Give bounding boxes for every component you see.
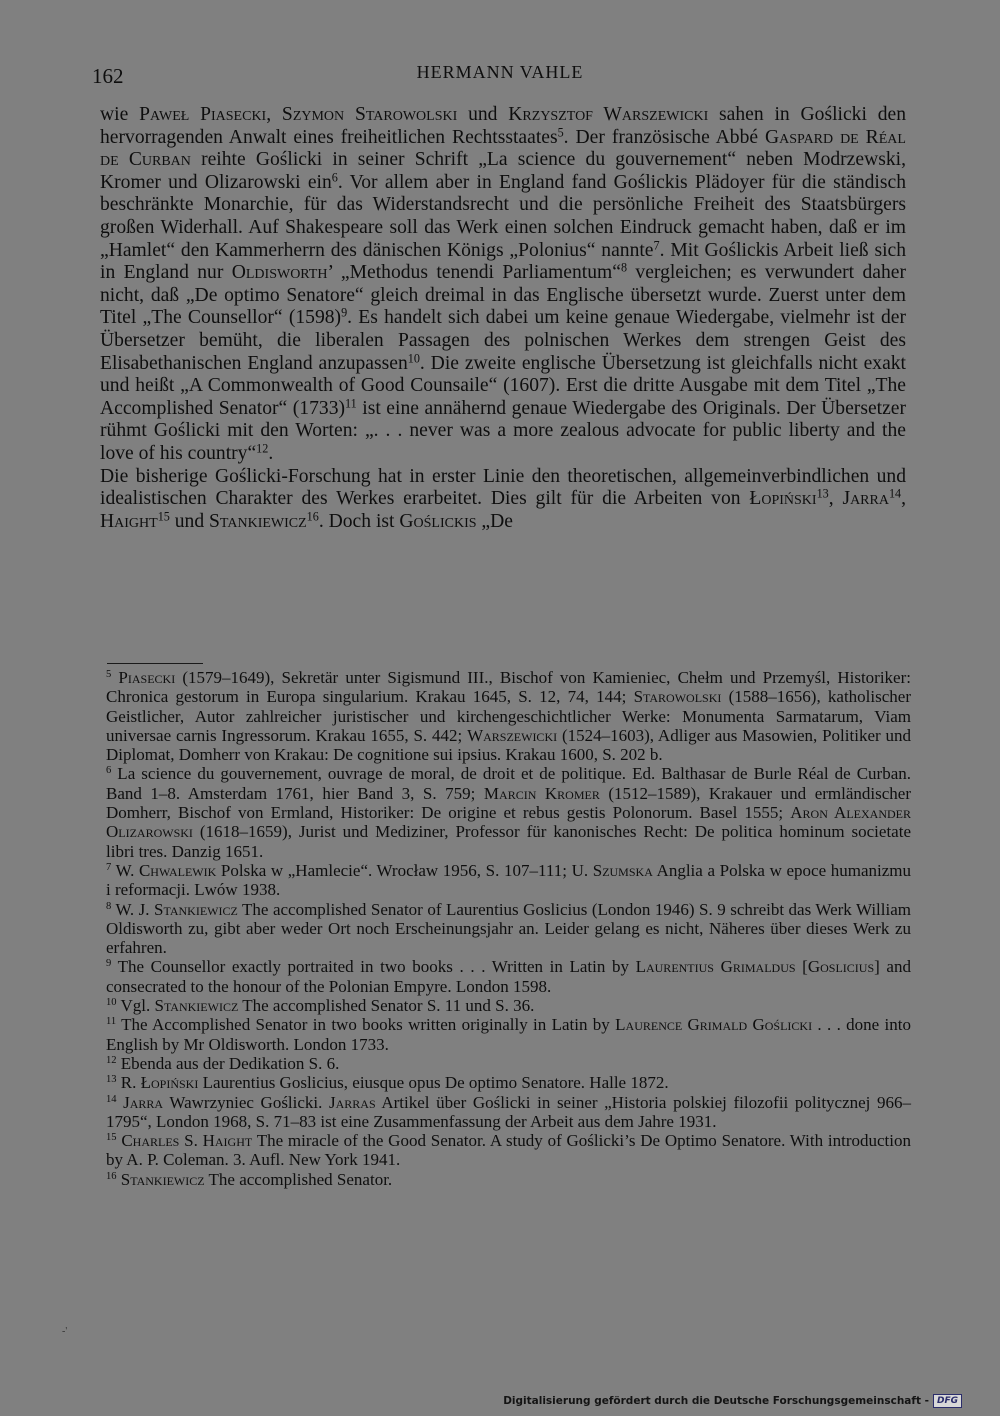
small-caps-name: Krzysztof Warszewicki [508, 104, 709, 125]
footnote-ref: 5 [557, 124, 564, 139]
small-caps-name: Stankiewicz [209, 510, 307, 532]
footnote-ref: 12 [106, 1055, 117, 1067]
footnote-ref: 8 [106, 900, 112, 912]
footnote-ref: 6 [106, 765, 112, 777]
footnote: $^8$ W. J. Stankiewicz The accomplished Senator of Laurentius Goslicius (London 1946) S. 9 schreibt das Werk William Oldisworth zu, gibt aber weder Ort noch Erscheinungsjahr an. Leider gelang es nicht, Näheres über dieses Werk zu erfahren. [106, 899, 911, 958]
footnote: $^{12}$ Ebenda aus der Dedikation S. 6. [106, 1053, 340, 1073]
footnote-ref: 14 [888, 486, 902, 501]
footnote-ref: 16 [306, 509, 319, 524]
paragraph-1: wie Paweł Piasecki, Szymon Starowolski und Krzysztof Warszewicki sahen in Goślicki den hervorragenden Anwalt eines freiheitlichen Rechtsstaates$^5$. Der französische Abbé Gaspard de Réal de Curban reihte Goślicki in seiner Schrift „La science du gouvernement“ neben Modrzewski, Kromer und Olizarowski ein$^6$. Vor allem aber in England fand Goślickis Plädoyer für die ständisch beschränkte Monarchie, für das Widerstandsrecht und die persönliche Freiheit des Staatsbürgers großen Widerhall. Auf Shakespeare soll das Werk einen solchen Eindruck gemacht haben, daß er im „Hamlet“ den Kammerherrn des dänischen Königs „Polonius“ nannte$^7$. Mit Goślickis Arbeit ließ sich in England nur Oldisworth’ „Methodus tenendi Parliamentum“$^8$ vergleichen; es verwundert daher nicht, daß „De optimo Senatore“ gleich dreimal in das Englische übersetzt wurde. Zuerst unter dem Titel „The Counsellor“ $(1598)^9$. Es handelt sich dabei um keine genaue Wiedergabe, vielmehr ist der Übersetzer bemüht, die liberalen Passagen des polnischen Werkes dem strengen Geist des Elisabethanischen England anzupassen$^{10}$. Die zweite englische Übersetzung ist gleichfalls nicht exakt und heißt „A Commonwealth of Good Counsaile“ (1607). Erst die dritte Ausgabe mit dem Titel „The Accomplished Senator“ $(1733)^{11}$ ist eine annähernd genaue Wiedergabe des Originals. Der Übersetzer rühmt Goślicki mit den Worten: „. . . never was a more zealous advocate for public liberty and the love of his country“$^{12}$. [100, 104, 907, 464]
running-head: HERMANN VAHLE [416, 62, 584, 82]
footnotes [106, 668, 911, 1189]
footnote-ref: 13 [816, 486, 829, 501]
footnote-ref: 15 [157, 509, 170, 524]
footnote-ref: 6 [331, 170, 338, 185]
paragraph-2: Die bisherige Goślicki-Forschung hat in erster Linie den theoretischen, allgemeinverbindlichen und idealistischen Charakter des Werkes erarbeitet. Dies gilt für die Arbeiten von Łopiński$^{13}$, Jarra$^{14}$, Haight$^{15}$ und Stankiewicz$^{16}$. Doch ist Goślickis „De [100, 465, 907, 532]
credit-text: Digitalisierung gefördert durch die Deutsche Forschungsgemeinschaft - [503, 1395, 929, 1407]
small-caps-name: Aron Alexander Olizarowski [106, 803, 911, 842]
footnote-ref: 11 [345, 396, 357, 411]
footnote-ref: 11 [106, 1016, 117, 1028]
footnote-ref: 13 [106, 1074, 117, 1086]
footnote-ref: 10 [407, 350, 420, 365]
small-caps-name: Warszewicki [467, 725, 558, 745]
footnote-rule [107, 663, 203, 664]
footnote-ref: 14 [106, 1093, 117, 1105]
small-caps-name: Laurentius Grimaldus [635, 957, 796, 977]
small-caps-name: Gaspard de Réal de Curban [100, 126, 906, 171]
footnote: $^{14}$ Jarra Wawrzyniec Goślicki. Jarras Artikel über Goślicki in seiner „Historia polskiej filozofii politycznej 966–1795“, London 1968, S. 71–83 ist eine Zusammenfassung der Arbeit aus dem Jahre 1931. [106, 1092, 912, 1131]
dfg-logo: DFG [933, 1394, 962, 1408]
small-caps-name: Jarra [123, 1092, 164, 1112]
small-caps-name: Stankiewicz [154, 996, 239, 1016]
digitization-credit [503, 1394, 962, 1408]
small-caps-name: Starowolski [633, 687, 722, 707]
footnote: $^{11}$ The Accomplished Senator in two books written originally in Latin by Laurence Grimald Goślicki . . . done into English by Mr Oldisworth. London 1733. [106, 1015, 911, 1054]
footnote-ref: 7 [106, 862, 112, 874]
small-caps-name: Charles S. Haight [121, 1131, 253, 1151]
footnote-ref: 8 [620, 260, 628, 275]
footnote: $^{16}$ Stankiewicz The accomplished Senator. [106, 1169, 393, 1189]
small-caps-name: Goslicius [807, 957, 875, 977]
footnote: $^9$ The Counsellor exactly portraited in two books . . . Written in Latin by Laurentius Grimaldus [Goslicius] and consecrated to the honour of the Polonian Empyre. London 1598. [106, 957, 911, 996]
small-caps-name: Szumska [592, 860, 653, 880]
small-caps-name: Łopiński [749, 488, 817, 510]
small-caps-name: Oldisworth [231, 262, 328, 284]
small-caps-name: Jarra [842, 488, 889, 510]
footnote: $^7$ W. Chwalewik Polska w „Hamlecie“. Wrocław 1956, S. 107–111; U. Szumska Anglia a Polska w epoce humanizmu i reformacji. Lwów 1938. [106, 860, 912, 900]
footnote-ref: 5 [106, 669, 112, 681]
small-caps-name: Haight [100, 510, 158, 532]
footnote-ref: 12 [256, 441, 269, 456]
small-caps-name: Marcin Kromer [483, 783, 600, 803]
small-caps-name: Chwalewik [138, 860, 217, 880]
footnote-ref: 9 [106, 958, 112, 970]
footnote: $^6$ La science du gouvernement, ouvrage de moral, de droit et de politique. Ed. Balthasar de Burle Réal de Curban. Band 1–8. Amsterdam 1761, hier Band 3, S. 759; Marcin Kromer (1512–1589), Krakauer und ermländischer Domherr, Bischof von Ermland, Historiker: De origine et rebus gestis Polonorum. Basel 1555; Aron Alexander Olizarowski (1618–1659), Jurist und Mediziner, Professor für kanonisches Recht: De politica hominum societate libri tres. Danzig 1651. [106, 764, 911, 861]
stray-mark: -' [62, 1326, 68, 1337]
small-caps-name: Stankiewicz [154, 899, 238, 919]
footnote-ref: 15 [106, 1132, 117, 1144]
footnote-ref: 9 [341, 305, 348, 320]
body-text [100, 104, 906, 533]
footnote-ref: 16 [106, 1170, 117, 1182]
small-caps-name: Jarras [329, 1092, 376, 1112]
small-caps-name: Stankiewicz [120, 1169, 205, 1189]
small-caps-name: Łopiński [140, 1073, 199, 1093]
small-caps-name: Goślickis [399, 510, 477, 532]
footnote: $^{15}$ Charles S. Haight The miracle of the Good Senator. A study of Goślicki’s De Optimo Senatore. With introduction by A. P. Coleman. 3. Aufl. New York 1941. [106, 1131, 911, 1170]
footnote: $^5$ Piasecki (1579–1649), Sekretär unter Sigismund III., Bischof von Kamieniec, Chełm und Przemyśl, Historiker: Chronica gestorum in Europa singularium. Krakau 1645, S. 12, 74, 144; Starowolski (1588–1656), katholischer Geistlicher, Autor zahlreicher juristischer und kirchengeschichtlicher Werke: Monumenta Sarmatarum, Viam universae carnis Ingressorum. Krakau 1655, S. 442; Warszewicki (1524–1603), Adliger aus Masowien, Politiker und Diplomat, Domherr von Krakau: De cognitione sui ipsius. Krakau 1600, S. 202 b. [106, 668, 912, 765]
footnote-ref: 10 [106, 997, 117, 1009]
small-caps-name: Paweł Piasecki, Szymon Starowolski [139, 104, 458, 125]
footnote-ref: 7 [653, 237, 660, 252]
footnote: $^{13}$ R. Łopiński Laurentius Goslicius, eiusque opus De optimo Senatore. Halle 1872. [106, 1073, 669, 1093]
footnote: $^{10}$ Vgl. Stankiewicz The accomplished Senator S. 11 und S. 36. [106, 996, 535, 1016]
small-caps-name: Laurence Grimald Goślicki [615, 1015, 813, 1035]
small-caps-name: Piasecki [118, 668, 176, 687]
page-number: 162 [92, 64, 124, 88]
